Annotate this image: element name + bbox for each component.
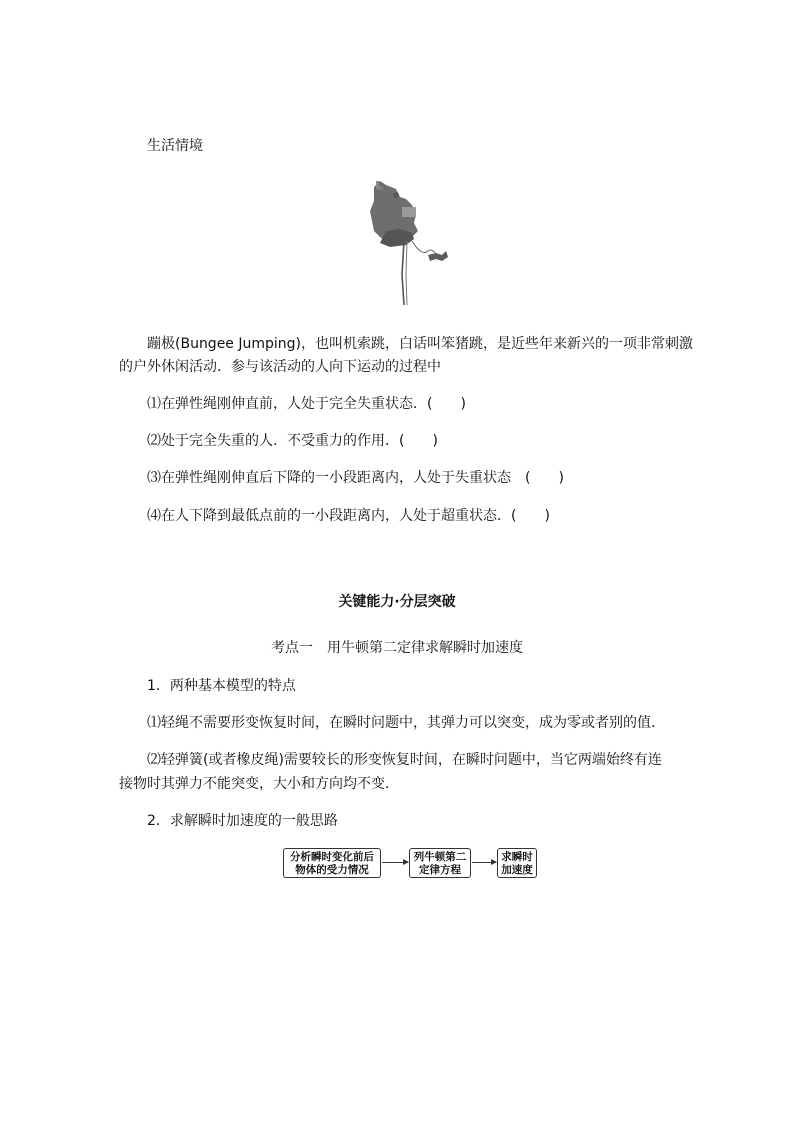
flow-box-1-line-2: 物体的受力情况 [295, 864, 369, 876]
solution-flowchart [283, 848, 543, 882]
intro-paragraph-line-1: 蹦极(Bungee Jumping)，也叫机索跳，白话叫笨猪跳，是近些年来新兴的一项非常刺激 [147, 336, 694, 352]
flow-box-1-line-1: 分析瞬时变化前后 [290, 851, 374, 863]
true-false-statement-2: ⑵处于完全失重的人．不受重力的作用．( ) [147, 433, 438, 449]
point-1-title: 1．两种基本模型的特点 [147, 678, 296, 694]
point-2-title: 2．求解瞬时加速度的一般思路 [147, 813, 338, 829]
section-heading-life-scenario: 生活情境 [147, 138, 203, 154]
flow-arrow-1 [382, 862, 408, 863]
flow-arrow-2 [472, 862, 496, 863]
true-false-statement-3: ⑶在弹性绳刚伸直后下降的一小段距离内，人处于失重状态 ( ) [147, 470, 564, 486]
flow-box-newton-equation [409, 848, 471, 878]
flow-box-2-line-2: 定律方程 [419, 864, 461, 876]
flow-box-instant-acceleration [497, 848, 537, 878]
flow-box-2-line-1: 列牛顿第二 [413, 851, 467, 863]
topic-subtitle: 考点一 用牛顿第二定律求解瞬时加速度 [271, 640, 523, 656]
point-1-item-2-line-1: ⑵轻弹簧(或者橡皮绳)需要较长的形变恢复时间，在瞬时问题中，当它两端始终有连 [147, 752, 662, 768]
bungee-jumping-photo [366, 175, 456, 310]
true-false-statement-4: ⑷在人下降到最低点前的一小段距离内，人处于超重状态．( ) [147, 508, 550, 524]
point-1-item-2-line-2: 接物时其弹力不能突变，大小和方向均不变． [119, 776, 399, 792]
flow-box-analyze-forces [283, 848, 381, 878]
flow-box-3-line-1: 求瞬时 [501, 851, 533, 863]
point-1-item-1: ⑴轻绳不需要形变恢复时间，在瞬时问题中，其弹力可以突变，成为零或者别的值． [147, 715, 665, 731]
section-title-key-abilities: 关键能力·分层突破 [338, 594, 456, 610]
true-false-statement-1: ⑴在弹性绳刚伸直前，人处于完全失重状态．( ) [147, 396, 466, 412]
intro-paragraph-line-2: 的户外休闲活动．参与该活动的人向下运动的过程中 [119, 359, 441, 375]
flow-box-3-line-2: 加速度 [501, 864, 533, 876]
